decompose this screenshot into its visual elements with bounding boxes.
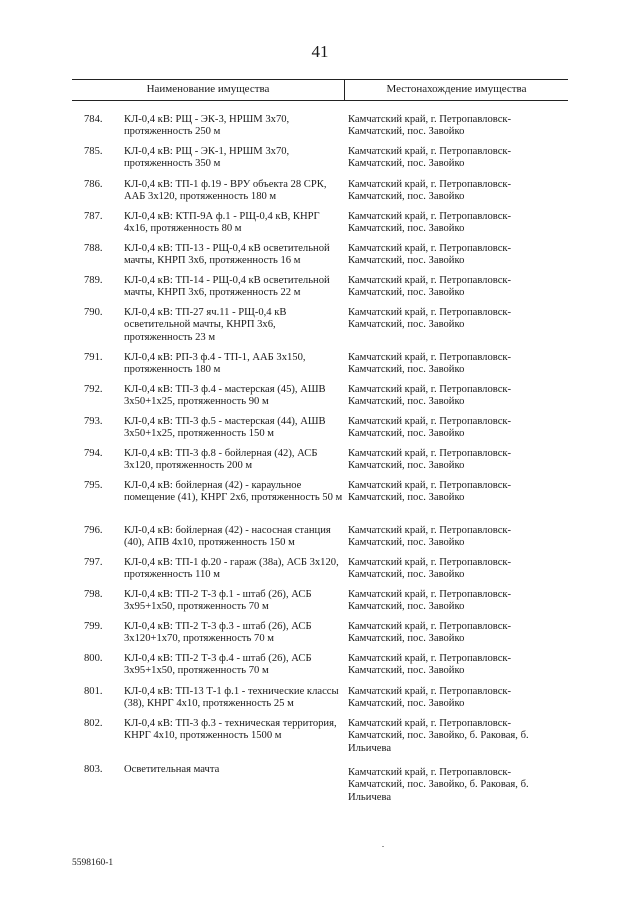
row-location: Камчатский край, г. Петропавловск-Камчатский, пос. Завойко bbox=[348, 114, 512, 138]
row-property-name: КЛ-0,4 кВ: ТП-3 ф.4 - мастерская (45), АШВ 3х50+1х25, протяженность 90 м bbox=[124, 384, 326, 408]
row-number: 798. bbox=[84, 589, 103, 600]
row-location: Камчатский край, г. Петропавловск-Камчатский, пос. Завойко bbox=[348, 243, 512, 267]
row-number: 793. bbox=[84, 416, 103, 427]
row-property-name: КЛ-0,4 кВ: ТП-13 - РЩ-0,4 кВ осветительной мачты, КНРП 3х6, протяженность 16 м bbox=[124, 243, 330, 267]
header-location-column: Местонахождение имущества bbox=[386, 83, 527, 95]
row-location: Камчатский край, г. Петропавловск-Камчатский, пос. Завойко bbox=[348, 416, 512, 440]
row-number: 791. bbox=[84, 352, 103, 363]
row-number: 785. bbox=[84, 146, 103, 157]
page-number: 41 bbox=[311, 42, 329, 61]
row-property-name: КЛ-0,4 кВ: ТП-1 ф.20 - гараж (38а), АСБ 3х120, протяженность 110 м bbox=[124, 557, 339, 581]
row-property-name: КЛ-0,4 кВ: ТП-14 - РЩ-0,4 кВ осветительной мачты, КНРП 3х6, протяженность 22 м bbox=[124, 275, 330, 299]
row-location: Камчатский край, г. Петропавловск-Камчатский, пос. Завойко bbox=[348, 557, 512, 581]
row-location: Камчатский край, г. Петропавловск-Камчатский, пос. Завойко bbox=[348, 307, 512, 331]
scan-speck bbox=[382, 846, 384, 847]
row-location: Камчатский край, г. Петропавловск-Камчатский, пос. Завойко bbox=[348, 211, 512, 235]
row-property-name: КЛ-0,4 кВ: РП-3 ф.4 - ТП-1, ААБ 3х150, протяженность 180 м bbox=[124, 352, 306, 376]
row-location: Камчатский край, г. Петропавловск-Камчатский, пос. Завойко bbox=[348, 146, 512, 170]
row-property-name: КЛ-0,4 кВ: РЩ - ЭК-1, НРШМ 3х70, протяженность 350 м bbox=[124, 146, 290, 170]
row-property-name: КЛ-0,4 кВ: ТП-3 ф.8 - бойлерная (42), АСБ 3х120, протяженность 200 м bbox=[124, 448, 318, 472]
row-location: Камчатский край, г. Петропавловск-Камчатский, пос. Завойко, б. Раковая, б. Ильичева bbox=[348, 767, 529, 803]
row-property-name: КЛ-0,4 кВ: РЩ - ЭК-3, НРШМ 3х70, протяженность 250 м bbox=[124, 114, 290, 138]
row-number: 790. bbox=[84, 307, 103, 318]
row-property-name: Осветительная мачта bbox=[124, 764, 220, 775]
row-property-name: КЛ-0,4 кВ: бойлерная (42) - караульное помещение (41), КНРГ 2х6, протяженность 50 м bbox=[124, 480, 343, 504]
document-code: 5598160-1 bbox=[72, 858, 114, 868]
row-location: Камчатский край, г. Петропавловск-Камчатский, пос. Завойко bbox=[348, 621, 512, 645]
row-property-name: КЛ-0,4 кВ: ТП-3 ф.5 - мастерская (44), АШВ 3х50+1х25, протяженность 150 м bbox=[124, 416, 326, 440]
row-location: Камчатский край, г. Петропавловск-Камчатский, пос. Завойко bbox=[348, 480, 512, 504]
row-location: Камчатский край, г. Петропавловск-Камчатский, пос. Завойко bbox=[348, 686, 512, 710]
row-number: 796. bbox=[84, 525, 103, 536]
row-number: 802. bbox=[84, 718, 103, 729]
row-number: 799. bbox=[84, 621, 103, 632]
row-number: 784. bbox=[84, 114, 103, 125]
row-location: Камчатский край, г. Петропавловск-Камчатский, пос. Завойко bbox=[348, 384, 512, 408]
row-property-name: КЛ-0,4 кВ: бойлерная (42) - насосная станция (40), АПВ 4х10, протяженность 150 м bbox=[124, 525, 331, 549]
row-number: 786. bbox=[84, 179, 103, 190]
row-location: Камчатский край, г. Петропавловск-Камчатский, пос. Завойко bbox=[348, 589, 512, 613]
row-number: 787. bbox=[84, 211, 103, 222]
row-property-name: КЛ-0,4 кВ: ТП-2 Т-3 ф.4 - штаб (26), АСБ 3х95+1х50, протяженность 70 м bbox=[124, 653, 312, 677]
row-property-name: КЛ-0,4 кВ: ТП-1 ф.19 - ВРУ объекта 28 СРК, ААБ 3х120, протяженность 180 м bbox=[124, 179, 327, 203]
row-location: Камчатский край, г. Петропавловск-Камчатский, пос. Завойко bbox=[348, 653, 512, 677]
row-location: Камчатский край, г. Петропавловск-Камчатский, пос. Завойко bbox=[348, 179, 512, 203]
row-location: Камчатский край, г. Петропавловск-Камчатский, пос. Завойко bbox=[348, 275, 512, 299]
row-number: 800. bbox=[84, 653, 103, 664]
row-number: 788. bbox=[84, 243, 103, 254]
row-property-name: КЛ-0,4 кВ: КТП-9А ф.1 - РЩ-0,4 кВ, КНРГ 4х16, протяженность 80 м bbox=[124, 211, 320, 235]
row-number: 801. bbox=[84, 686, 103, 697]
row-number: 797. bbox=[84, 557, 103, 568]
row-number: 792. bbox=[84, 384, 103, 395]
row-location: Камчатский край, г. Петропавловск-Камчатский, пос. Завойко bbox=[348, 448, 512, 472]
row-property-name: КЛ-0,4 кВ: ТП-27 яч.11 - РЩ-0,4 кВ осветительной мачты, КНРП 3х6, протяженность 23 м bbox=[124, 307, 287, 343]
row-location: Камчатский край, г. Петропавловск-Камчатский, пос. Завойко bbox=[348, 352, 512, 376]
table-header bbox=[72, 79, 568, 101]
row-property-name: КЛ-0,4 кВ: ТП-2 Т-3 ф.3 - штаб (26), АСБ 3х120+1х70, протяженность 70 м bbox=[124, 621, 312, 645]
row-number: 794. bbox=[84, 448, 103, 459]
row-number: 803. bbox=[84, 764, 103, 775]
row-number: 795. bbox=[84, 480, 103, 491]
row-property-name: КЛ-0,4 кВ: ТП-2 Т-3 ф.1 - штаб (26), АСБ 3х95+1х50, протяженность 70 м bbox=[124, 589, 312, 613]
row-property-name: КЛ-0,4 кВ: ТП-13 Т-1 ф.1 - технические классы (38), КНРГ 4х10, протяженность 25 м bbox=[124, 686, 339, 710]
row-property-name: КЛ-0,4 кВ: ТП-3 ф.3 - техническая территория, КНРГ 4х10, протяженность 1500 м bbox=[124, 718, 337, 742]
header-name-column: Наименование имущества bbox=[146, 83, 270, 95]
row-number: 789. bbox=[84, 275, 103, 286]
row-location: Камчатский край, г. Петропавловск-Камчатский, пос. Завойко, б. Раковая, б. Ильичева bbox=[348, 718, 529, 754]
row-location: Камчатский край, г. Петропавловск-Камчатский, пос. Завойко bbox=[348, 525, 512, 549]
